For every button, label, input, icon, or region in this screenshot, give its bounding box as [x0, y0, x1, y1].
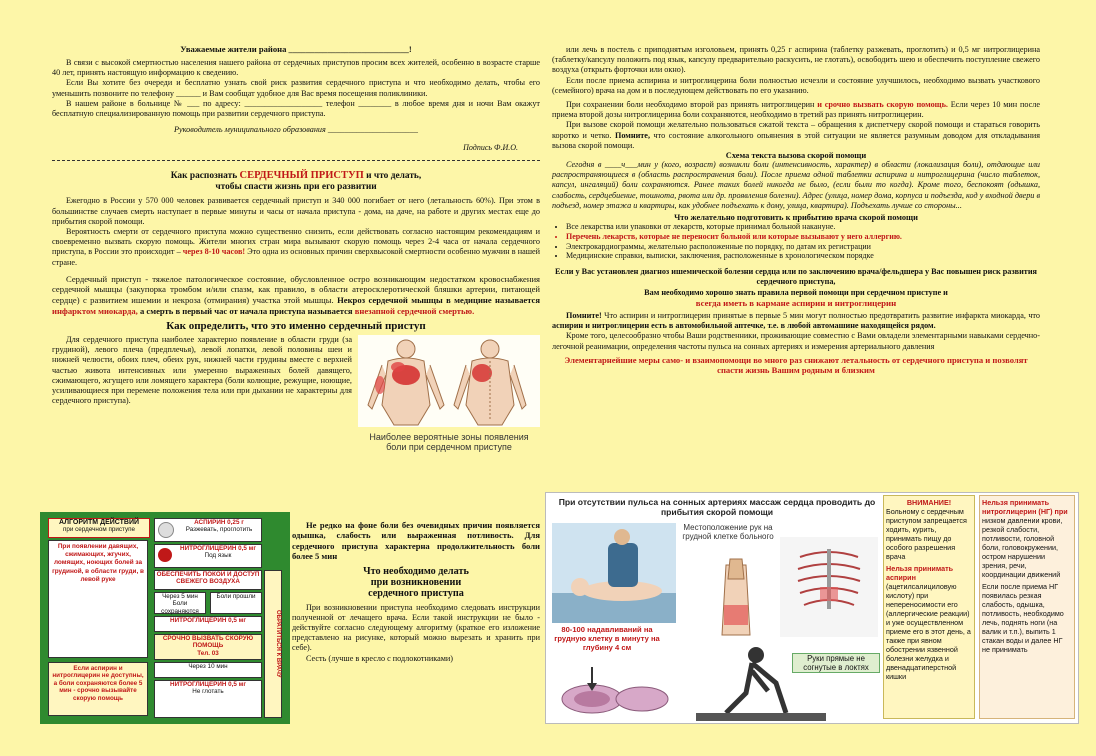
algorithm-header-sub: при сердечном приступе [62, 526, 136, 534]
remember-a: Помните! [566, 311, 602, 321]
prep-title: Что желательно подготовить к прибытию врача скорой помощи [674, 213, 918, 223]
algorithm-card [40, 512, 290, 724]
pain-zones-caption-2: боли при сердечном приступе [386, 442, 512, 453]
cpr-place-text: Местоположение рук на грудной клетке больного [682, 523, 774, 541]
intro-title-post: и что делать, [366, 171, 422, 182]
how-text: Для сердечного приступа наиболее характерно появление в области груди (за грудиной), левого плеча (предплечья), левой лопатки, левой половины шеи и нижней челюсти, обоих плеч, обеих рук, нижней части грудины вместе с верхней частью живота интенсивных или умеренно выраженных болей давящего, сжимающего, жгущего или ломящего характера (боли колющие, режущие, ноющие, усиливающиеся при перемене положения тела или при дыхании не характерны для сердечного приступа). [52, 335, 352, 405]
algorithm-header-title: АЛГОРИТМ ДЕЙСТВИЙ [58, 519, 140, 526]
right-p3 [552, 100, 1040, 120]
algorithm-nitro-2 [154, 616, 262, 632]
notice-paragraph-1: В связи с высокой смертностью населения нашего района от сердечных приступов просим всех жителей, особенно в возрасте старше 40 лет, принять настоящую информацию к сведению. [52, 58, 540, 78]
definition-a: Сердечный приступ - тяжелое патологическое состояние, обусловленное остро возникающим недостатком кровоснабжения сердечной мышцы (закупорка тромбом и/или спазм, как правило, в области атеросклеротической бляшки артерии, питающей сердце) с развитием ишемии и некроза (отмирания) участка этой мышцы. [52, 273, 540, 306]
cut-line [52, 160, 540, 161]
remember-paragraph [552, 311, 1040, 331]
definition-paragraph [52, 274, 540, 316]
cpr-arms-text: Руки прямые не согнутые в локтях [792, 653, 880, 673]
algorithm-nitro-3-label: НИТРОГЛИЦЕРИН 0,5 мг [170, 681, 246, 688]
nitro-panel [979, 495, 1075, 719]
attention-panel [883, 495, 975, 719]
nitro-no-text: низком давлении крови, резкой слабости, потливости, головной боли, головокружении, остром нарушении зрения, речи, координации движений [982, 516, 1063, 579]
right-p3b: Если через 10 мин после приема второй дозы нитроглицерина боли сохраняются, необходимо в третий раз принять нитроглицерин. [552, 100, 1041, 120]
notice-title: Уважаемые жители района ____________________________! [180, 44, 412, 54]
algorithm-nitro-3-sub: Не глотать [192, 688, 224, 696]
attention-title: ВНИМАНИЕ! [906, 498, 952, 507]
todo-title-3: сердечного приступа [368, 587, 464, 599]
intro-p2red: через 8-10 часов! [182, 247, 246, 257]
hand-position-image [696, 555, 776, 639]
algorithm-after10: Через 10 мин [154, 662, 262, 678]
algorithm-nitro-2-label: НИТРОГЛИЦЕРИН 0,5 мг [170, 617, 246, 624]
algorithm-tel: Тел. 03 [197, 649, 219, 657]
cpr-photo-image [552, 523, 676, 623]
intro-paragraph-2 [52, 227, 540, 268]
scheme-title: Схема текста вызова скорой помощи [725, 151, 867, 161]
todo-title-2: при возникновении [370, 576, 462, 588]
prep-item-3: • Электрокардиограммы, желательно расположенные по порядку, по датам их регистрации [566, 242, 1040, 252]
cpr-top-text: При отсутствии пульса на сонных артериях массаж сердца проводить до прибытия скорой помощи [558, 497, 876, 517]
algorithm-nitro-1-sub: Под язык [204, 552, 232, 560]
algorithm-pain-box: При появлении давящих, сжимающих, жгучих, ломящих, ноющих болей за грудиной, в области груди, в левой руке [48, 540, 148, 658]
right-p1: или лечь в постель с приподнятым изголовьем, принять 0,25 г аспирина (таблетку разжевать, проглотить) и 0,5 мг нитроглицерина (таблетку/капсулу положить под язык, капсулу предварительно раскусить, не глотать), освободить шею и обеспечить поступление свежего воздуха (открыть форточки или окно). [552, 45, 1040, 75]
notice-head: Руководитель муниципального образования ______________________ [174, 125, 418, 135]
definition-b: Некроз сердечной мышцы в медицине называется [337, 295, 540, 306]
right-p4a: При вызове скорой помощи желательно пользоваться сжатой текста – обращения к диспетчеру скорой помощи и стараться говорить коротко и четко. [552, 120, 1040, 140]
right-p3a: При сохранении боли необходимо второй раз принять нитроглицерин [566, 100, 815, 110]
pain-zones-image [358, 335, 540, 427]
right-p4 [552, 120, 1040, 151]
notice-paragraph-3: В нашем районе в больнице № ___ по адресу: ___________________ телефон ________ в любое время дня и ночи Вам окажут бесплатную специализированную помощь при развитии сердечного приступа. [52, 98, 540, 119]
algorithm-pain-stays-label: Боли сохраняются [161, 600, 199, 615]
algorithm-aspirin-sub: Разжевать, проглотить [185, 526, 253, 534]
how-title: Как определить, что это именно сердечный приступ [166, 320, 426, 333]
dyspnea-text: Не редко на фоне боли без очевидных причин появляется одышка, слабость или выраженная потливость. Для сердечного приступа характерна продолжительность боли более 5 мин [292, 520, 540, 562]
todo-last: Сесть (лучше в кресло с подлокотниками) [306, 653, 454, 663]
cpr-infographic [545, 492, 1079, 724]
how-section [52, 335, 540, 452]
remember-b: Что аспирин и нитроглицерин принятые в первые 5 мин могут полностью предотвратить развитие инфаркта миокарда, что [604, 311, 1040, 321]
prep-list [552, 222, 1040, 261]
intro-title-line2: чтобы спасти жизнь при его развитии [215, 182, 377, 193]
pain-zones-caption-1: Наиболее вероятные зоны появления [369, 432, 529, 443]
prep-item-4: • Медицинские справки, выписки, заключения, расположенные в хронологическом порядке [566, 251, 1040, 261]
algorithm-call-box [154, 634, 262, 660]
algorithm-after5: Через 5 мин [162, 593, 198, 600]
cpr-depth-text: 80-100 надавливаний на грудную клетку в минуту на глубину 4 см [554, 625, 660, 652]
intro-p2b: Это одна из основных причин сверхвысокой смертности особенно мужчин в нашей стране. [52, 247, 541, 267]
right-p3red: и срочно вызвать скорую помощь. [817, 100, 948, 110]
algorithm-nitro-3 [154, 680, 262, 718]
algorithm-header [48, 518, 150, 538]
dyspnea-block [292, 520, 540, 664]
definition-red1: инфарктом миокарда, [52, 305, 138, 316]
todo-title [292, 566, 540, 599]
relatives-text: Кроме того, целесообразно чтобы Ваши родственники, проживающие совместно с Вами овладели элементарными навыками сердечно-легочной реанимации, определения частоты пульса на сонных артериях и измерения артериального давления [552, 331, 1040, 351]
prep-item-2: • Перечень лекарств, которые не переносит больной или которые вызывают у него аллергию. [566, 232, 1040, 242]
compression-image [552, 659, 676, 719]
intro-title [52, 170, 540, 182]
nitro-no-title: Нельзя принимать нитроглицерин (НГ) при [982, 498, 1068, 516]
nitro-after-text: Если после приема НГ появилась резкая слабость, одышка, потливость, необходимо лечь, поднять ноги (на валик и т.п.), выпить 1 стакан воды и далее НГ не принимать [982, 582, 1064, 654]
attention-text: Больному с сердечным приступом запрещается ходить, курить, принимать пищу до особого разрешения врача [886, 507, 967, 561]
right-p2: Если после приема аспирина и нитроглицерина боли полностью исчезли и состояние улучшилось, необходимо вызвать участкового (семейного) врача на дом и в последующем действовать по его указанию. [552, 75, 1040, 95]
algorithm-calm: ОБЕСПЕЧИТЬ ПОКОЙ И ДОСТУП СВЕЖЕГО ВОЗДУХА [154, 570, 262, 590]
todo-title-1: Что необходимо делать [363, 565, 469, 577]
ihd-text-1: Если у Вас установлен диагноз ишемической болезни сердца или по заключению врача/фельдшера у Вас повышен риск развития сердечного приступа, [555, 267, 1037, 287]
todo-text: При возникновении приступа необходимо следовать инструкции полученной от лечащего врача. Если такой инструкции не было - действуйте согласно следующему алгоритму (краткое его изложение представлено на рисунке, который можно вырезать и хранить при себе). [292, 602, 540, 653]
aspirin-pill-icon [158, 522, 174, 538]
algorithm-nitro-1 [154, 544, 262, 568]
ihd-text-2: Вам необходимо хорошо знать правила первой помощи при сердечном приступе и [644, 287, 948, 297]
pain-zones-figure [358, 335, 540, 452]
intro-p2a: Вероятность смерти от сердечного приступа можно существенно снизить, если действовать согласно настоящим рекомендациям и своевременно вызвать скорую помощь. Жители многих стран мира вызывают скорую помощь через 2-4 часа от начала сердечного приступа, в России это происходит – [52, 227, 540, 257]
aspirin-no-title: Нельзя принимать аспирин [886, 564, 954, 582]
remember-c: аспирин и нитроглицерин есть в автомобильной аптечке, т.е. в любой автомашине находящейся рядом. [552, 321, 936, 331]
algorithm-side-label: ОБРАТИТЬСЯ К ВРАЧУ [264, 570, 282, 718]
final-text: Элементарнейшие меры само- и взаимопомощи во много раз снижают летальность от сердечного приступа и позволят спасти жизнь Вашим родным и близким [564, 354, 1028, 376]
intro-title-red: СЕРДЕЧНЫЙ ПРИСТУП [239, 170, 364, 182]
scheme-text: Сегодня в ____ч___мин у (кого, возраст) возникли боли (интенсивность, характер) в области (локализация боли), отдающие или распространяющиеся в (область распространения боли). После приема одной таблетки аспирина и нитроглицерина (число таблеток, капсул, ингаляций) боли сохраняются. Ранее таких болей никогда не было, (если были то когда). Кроме того, беспокоят (одышка, слабость, сердцебиение, тошнота, рвота или др. проявления болезни). Адрес (улица, номер дома, корпуса и подъезда, код у входной двери в подъезд, номер этажа и квартиры, как удобнее подъехать к дому, улица, квартира). Подъехать лучше со стороны... [552, 160, 1040, 210]
intro-paragraph-1: Ежегодно в России у 570 000 человек развивается сердечный приступ и 340 000 погибает от него (летальность 60%). При этом в большинстве случаев смерть наступает в первые минуты и часы от начала приступа - дома, на даче, на работе и других местах еще до прибытия скорой помощи. [52, 196, 540, 226]
algorithm-nitro-1-label: НИТРОГЛИЦЕРИН 0,5 мг [180, 545, 256, 552]
notice-paragraph-2: Если Вы хотите без очереди и бесплатно узнать свой риск развития сердечного приступа и что необходимо делать, чтобы его уменьшить позвоните по телефону ______ и Вам сообщат удобное для Вас время посещения поликлиники. [52, 78, 540, 98]
algorithm-aspirin-label: АСПИРИН 0,25 г [194, 519, 244, 526]
algorithm-pain-stays [154, 592, 206, 614]
nitro-pill-icon [158, 548, 172, 562]
algorithm-aspirin [154, 518, 262, 542]
ribcage-image [780, 537, 878, 637]
prep-item-1: • Все лекарства или упаковки от лекарств, которые принимал больной накануне. [566, 222, 1040, 232]
right-p4b: Помните, [614, 130, 650, 140]
right-p4c: что состояние алкогольного опьянения в этой ситуации не является разумным доводом для откладывания вызова скорой помощи. [552, 130, 1041, 150]
definition-c: а смерть в первый час от начала приступа называется [139, 305, 353, 316]
algorithm-call: СРОЧНО ВЫЗВАТЬ СКОРУЮ ПОМОЩЬ [162, 635, 254, 650]
algorithm-footer: Если аспирин и нитроглицерин не доступны, а боли сохраняются более 5 мин - срочно вызывайте скорую помощь [48, 662, 148, 716]
aspirin-no-text: (ацетилсалициловую кислоту) при непереносимости его (аллергические реакции) и уже осуществленном приеме его в этот день, а также при явном обострении язвенной болезни желудка и двенадцатиперстной кишки [886, 582, 971, 681]
ihd-red: всегда иметь в кармане аспирин и нитроглицерин [695, 297, 897, 308]
notice-signature: Подпись Ф.И.О. [463, 143, 518, 153]
definition-red2: внезапной сердечной смертью. [354, 305, 475, 316]
algorithm-pain-gone: Боли прошли [210, 592, 262, 614]
intro-title-pre: Как распознать [170, 171, 238, 182]
